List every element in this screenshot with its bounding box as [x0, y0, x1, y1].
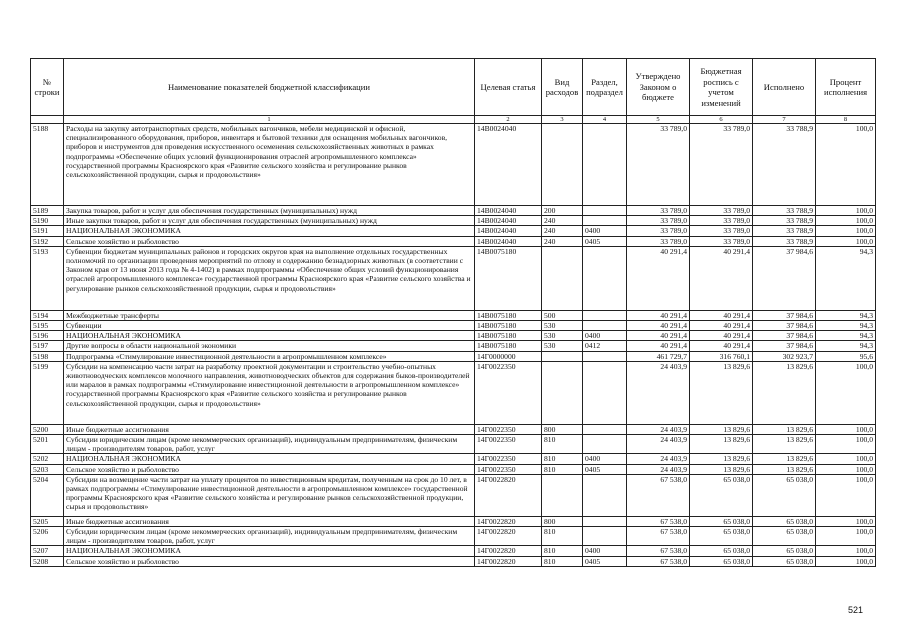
- schedule-amount: 13 829,6: [690, 454, 753, 464]
- column-number: 4: [583, 116, 627, 124]
- approved-amount: 67 538,0: [627, 474, 690, 516]
- expense-kind: 810: [542, 454, 583, 464]
- indicator-name: Иные бюджетные ассигнования: [64, 516, 475, 526]
- executed-amount: 65 038,0: [753, 516, 816, 526]
- indicator-name: Иные бюджетные ассигнования: [64, 424, 475, 434]
- target-article: 14В0075180: [475, 331, 542, 341]
- target-article: 14Г0022350: [475, 424, 542, 434]
- executed-amount: 37 984,6: [753, 310, 816, 320]
- executed-amount: 65 038,0: [753, 556, 816, 566]
- approved-amount: 24 403,9: [627, 361, 690, 424]
- executed-amount: 65 038,0: [753, 474, 816, 516]
- execution-percent: 100,0: [816, 236, 876, 246]
- table-row: [31, 124, 876, 206]
- target-article: 14Г0022350: [475, 435, 542, 454]
- execution-percent: 100,0: [816, 454, 876, 464]
- executed-amount: 13 829,6: [753, 424, 816, 434]
- execution-percent: 100,0: [816, 556, 876, 566]
- expense-kind: 240: [542, 226, 583, 236]
- executed-amount: 302 923,7: [753, 351, 816, 361]
- section-code: [583, 527, 627, 546]
- expense-kind: 530: [542, 321, 583, 331]
- execution-percent: 100,0: [816, 464, 876, 474]
- row-number: 5189: [31, 206, 64, 216]
- approved-amount: 24 403,9: [627, 424, 690, 434]
- approved-amount: 33 789,0: [627, 216, 690, 226]
- schedule-amount: 33 789,0: [690, 216, 753, 226]
- row-number: 5207: [31, 546, 64, 556]
- approved-amount: 40 291,4: [627, 331, 690, 341]
- target-article: 14Г0022350: [475, 464, 542, 474]
- section-code: 0405: [583, 236, 627, 246]
- target-article: 14В0075180: [475, 341, 542, 351]
- table-row: [31, 331, 876, 341]
- table-row: [31, 546, 876, 556]
- expense-kind: 240: [542, 216, 583, 226]
- section-code: 0405: [583, 556, 627, 566]
- indicator-name: Субвенции: [64, 321, 475, 331]
- header-kind: Вид расходов: [542, 59, 583, 116]
- target-article: 14В0024040: [475, 226, 542, 236]
- indicator-name: Сельское хозяйство и рыболовство: [64, 236, 475, 246]
- row-number: 5205: [31, 516, 64, 526]
- executed-amount: 33 788,9: [753, 216, 816, 226]
- schedule-amount: 65 038,0: [690, 474, 753, 516]
- section-code: 0400: [583, 546, 627, 556]
- section-code: [583, 321, 627, 331]
- approved-amount: 461 729,7: [627, 351, 690, 361]
- page-number: 521: [848, 605, 864, 615]
- expense-kind: 810: [542, 435, 583, 454]
- table-row: [31, 236, 876, 246]
- column-number: 3: [542, 116, 583, 124]
- column-number: [31, 116, 64, 124]
- schedule-amount: 65 038,0: [690, 516, 753, 526]
- row-number: 5194: [31, 310, 64, 320]
- execution-percent: 94,3: [816, 341, 876, 351]
- section-code: [583, 310, 627, 320]
- row-number: 5203: [31, 464, 64, 474]
- header-percent: Процент исполнения: [816, 59, 876, 116]
- expense-kind: 800: [542, 516, 583, 526]
- table-row: [31, 361, 876, 424]
- execution-percent: 100,0: [816, 527, 876, 546]
- indicator-name: Субсидии на возмещение части затрат на уплату процентов по инвестиционным кредитам, полученным на срок до 10 лет, в рамках подпрограммы «Стимулирование инвестиционной деятельности в агропромышленном комплексе» государственной программы Красноярского края «Развитие сельского хозяйства и регулирование рынков сельскохозяйственной продукции, сырья и продовольствия»: [64, 474, 475, 516]
- row-number: 5206: [31, 527, 64, 546]
- section-code: 0400: [583, 454, 627, 464]
- indicator-name: Закупка товаров, работ и услуг для обеспечения государственных (муниципальных) нужд: [64, 206, 475, 216]
- section-code: [583, 246, 627, 310]
- executed-amount: 37 984,6: [753, 246, 816, 310]
- expense-kind: 810: [542, 556, 583, 566]
- target-article: 14Г0022350: [475, 361, 542, 424]
- expense-kind: 200: [542, 206, 583, 216]
- row-number: 5188: [31, 124, 64, 206]
- schedule-amount: 13 829,6: [690, 424, 753, 434]
- row-number: 5193: [31, 246, 64, 310]
- expense-kind: 530: [542, 331, 583, 341]
- executed-amount: 13 829,6: [753, 464, 816, 474]
- row-number: 5197: [31, 341, 64, 351]
- expense-kind: [542, 361, 583, 424]
- indicator-name: НАЦИОНАЛЬНАЯ ЭКОНОМИКА: [64, 226, 475, 236]
- table-row: [31, 246, 876, 310]
- section-code: [583, 474, 627, 516]
- expense-kind: 500: [542, 310, 583, 320]
- table-row: [31, 556, 876, 566]
- header-row-no: № строки: [31, 59, 64, 116]
- approved-amount: 67 538,0: [627, 546, 690, 556]
- indicator-name: Другие вопросы в области национальной экономики: [64, 341, 475, 351]
- row-number: 5199: [31, 361, 64, 424]
- indicator-name: Межбюджетные трансферты: [64, 310, 475, 320]
- approved-amount: 33 789,0: [627, 206, 690, 216]
- target-article: 14В0075180: [475, 321, 542, 331]
- schedule-amount: 65 038,0: [690, 527, 753, 546]
- row-number: 5195: [31, 321, 64, 331]
- approved-amount: 24 403,9: [627, 454, 690, 464]
- row-number: 5200: [31, 424, 64, 434]
- section-code: [583, 361, 627, 424]
- target-article: 14В0024040: [475, 216, 542, 226]
- target-article: 14Г0022820: [475, 556, 542, 566]
- expense-kind: 530: [542, 341, 583, 351]
- column-number: 8: [816, 116, 876, 124]
- approved-amount: 24 403,9: [627, 435, 690, 454]
- approved-amount: 67 538,0: [627, 516, 690, 526]
- executed-amount: 65 038,0: [753, 546, 816, 556]
- schedule-amount: 316 760,1: [690, 351, 753, 361]
- section-code: 0400: [583, 331, 627, 341]
- table-row: [31, 527, 876, 546]
- expense-kind: [542, 474, 583, 516]
- indicator-name: НАЦИОНАЛЬНАЯ ЭКОНОМИКА: [64, 454, 475, 464]
- execution-percent: 100,0: [816, 216, 876, 226]
- row-number: 5202: [31, 454, 64, 464]
- execution-percent: 94,3: [816, 310, 876, 320]
- row-number: 5192: [31, 236, 64, 246]
- row-number: 5208: [31, 556, 64, 566]
- execution-percent: 94,3: [816, 246, 876, 310]
- row-number: 5191: [31, 226, 64, 236]
- target-article: 14Г0000000: [475, 351, 542, 361]
- schedule-amount: 13 829,6: [690, 464, 753, 474]
- column-number: 5: [627, 116, 690, 124]
- approved-amount: 67 538,0: [627, 556, 690, 566]
- row-number: 5196: [31, 331, 64, 341]
- target-article: 14Г0022820: [475, 527, 542, 546]
- schedule-amount: 65 038,0: [690, 546, 753, 556]
- approved-amount: 33 789,0: [627, 236, 690, 246]
- table-row: [31, 464, 876, 474]
- section-code: [583, 516, 627, 526]
- indicator-name: НАЦИОНАЛЬНАЯ ЭКОНОМИКА: [64, 331, 475, 341]
- row-number: 5204: [31, 474, 64, 516]
- table-row: [31, 216, 876, 226]
- approved-amount: 33 789,0: [627, 226, 690, 236]
- schedule-amount: 13 829,6: [690, 361, 753, 424]
- target-article: 14Г0022350: [475, 454, 542, 464]
- section-code: [583, 435, 627, 454]
- indicator-name: Сельское хозяйство и рыболовство: [64, 464, 475, 474]
- indicator-name: Иные закупки товаров, работ и услуг для обеспечения государственных (муниципальных) нужд: [64, 216, 475, 226]
- execution-percent: 100,0: [816, 226, 876, 236]
- indicator-name: Расходы на закупку автотранспортных средств, мобильных вагончиков, мебели медицинской и офисной, специализированного оборудования, приборов, инвентаря и бытовой техники для оснащения мобильных вагончиков, приборов и инструментов для проведения искусственного осеменения сельскохозяйственных животных в рамках подпрограммы «Обеспечение общих условий функционирования отраслей агропромышленного комплекса» государственной программы Красноярского края «Развитие сельского хозяйства и регулирование рынков сельскохозяйственной продукции, сырья и продовольствия»: [64, 124, 475, 206]
- section-code: 0400: [583, 226, 627, 236]
- execution-percent: 94,3: [816, 321, 876, 331]
- schedule-amount: 40 291,4: [690, 321, 753, 331]
- executed-amount: 33 788,9: [753, 226, 816, 236]
- approved-amount: 40 291,4: [627, 246, 690, 310]
- section-code: [583, 206, 627, 216]
- approved-amount: 24 403,9: [627, 464, 690, 474]
- target-article: 14Г0022820: [475, 474, 542, 516]
- budget-table: [30, 58, 876, 567]
- expense-kind: 810: [542, 527, 583, 546]
- section-code: [583, 424, 627, 434]
- execution-percent: 100,0: [816, 546, 876, 556]
- expense-kind: [542, 351, 583, 361]
- executed-amount: 65 038,0: [753, 527, 816, 546]
- executed-amount: 33 788,9: [753, 236, 816, 246]
- executed-amount: 33 788,9: [753, 206, 816, 216]
- indicator-name: Субвенции бюджетам муниципальных районов и городских округов края на выполнение отдельных государственных полномочий по организации проведения мероприятий по отлову и содержанию безнадзорных животных (в соответствии с Законом края от 13 июня 2013 года № 4-1402) в рамках подпрограммы «Обеспечение общих условий функционирования отраслей агропромышленного комплекса» государственной программы Красноярского края «Развитие сельского хозяйства и регулирование рынков сельскохозяйственной продукции, сырья и продовольствия»: [64, 246, 475, 310]
- execution-percent: 100,0: [816, 424, 876, 434]
- execution-percent: 100,0: [816, 474, 876, 516]
- schedule-amount: 65 038,0: [690, 556, 753, 566]
- expense-kind: 810: [542, 464, 583, 474]
- table-row: [31, 435, 876, 454]
- row-number: 5201: [31, 435, 64, 454]
- table-row: [31, 351, 876, 361]
- target-article: 14Г0022820: [475, 516, 542, 526]
- table-row: [31, 516, 876, 526]
- row-number: 5198: [31, 351, 64, 361]
- execution-percent: 100,0: [816, 206, 876, 216]
- header-name: Наименование показателей бюджетной классификации: [64, 59, 475, 116]
- budget-sheet: [30, 58, 875, 567]
- execution-percent: 95,6: [816, 351, 876, 361]
- expense-kind: [542, 246, 583, 310]
- header-executed: Исполнено: [753, 59, 816, 116]
- executed-amount: 37 984,6: [753, 331, 816, 341]
- table-body: [31, 124, 876, 567]
- table-row: [31, 454, 876, 464]
- header-schedule: Бюджетная роспись с учетом изменений: [690, 59, 753, 116]
- schedule-amount: 40 291,4: [690, 341, 753, 351]
- schedule-amount: 40 291,4: [690, 331, 753, 341]
- expense-kind: 800: [542, 424, 583, 434]
- target-article: 14В0024040: [475, 206, 542, 216]
- schedule-amount: 40 291,4: [690, 310, 753, 320]
- table-row: [31, 341, 876, 351]
- approved-amount: 67 538,0: [627, 527, 690, 546]
- target-article: 14Г0022820: [475, 546, 542, 556]
- approved-amount: 33 789,0: [627, 124, 690, 206]
- column-number: 6: [690, 116, 753, 124]
- approved-amount: 40 291,4: [627, 341, 690, 351]
- section-code: [583, 351, 627, 361]
- header-section: Раздел, подраздел: [583, 59, 627, 116]
- table-row: [31, 226, 876, 236]
- execution-percent: 94,3: [816, 331, 876, 341]
- approved-amount: 40 291,4: [627, 321, 690, 331]
- header-row: [31, 59, 876, 116]
- indicator-name: Субсидии юридическим лицам (кроме некоммерческих организаций), индивидуальным предпринимателям, физическим лицам - производителям товаров, работ, услуг: [64, 435, 475, 454]
- schedule-amount: 33 789,0: [690, 124, 753, 206]
- expense-kind: 240: [542, 236, 583, 246]
- execution-percent: 100,0: [816, 435, 876, 454]
- executed-amount: 37 984,6: [753, 341, 816, 351]
- table-row: [31, 424, 876, 434]
- row-number: 5190: [31, 216, 64, 226]
- column-number: 7: [753, 116, 816, 124]
- section-code: 0405: [583, 464, 627, 474]
- column-number-row: [31, 116, 876, 124]
- table-row: [31, 310, 876, 320]
- table-row: [31, 321, 876, 331]
- execution-percent: 100,0: [816, 516, 876, 526]
- schedule-amount: 13 829,6: [690, 435, 753, 454]
- table-row: [31, 206, 876, 216]
- schedule-amount: 40 291,4: [690, 246, 753, 310]
- indicator-name: НАЦИОНАЛЬНАЯ ЭКОНОМИКА: [64, 546, 475, 556]
- table-row: [31, 474, 876, 516]
- executed-amount: 37 984,6: [753, 321, 816, 331]
- schedule-amount: 33 789,0: [690, 206, 753, 216]
- target-article: 14В0075180: [475, 310, 542, 320]
- section-code: [583, 216, 627, 226]
- section-code: 0412: [583, 341, 627, 351]
- indicator-name: Подпрограмма «Стимулирование инвестиционной деятельности в агропромышленном комплексе»: [64, 351, 475, 361]
- indicator-name: Субсидии юридическим лицам (кроме некоммерческих организаций), индивидуальным предпринимателям, физическим лицам - производителям товаров, работ, услуг: [64, 527, 475, 546]
- executed-amount: 33 788,9: [753, 124, 816, 206]
- section-code: [583, 124, 627, 206]
- target-article: 14В0024040: [475, 124, 542, 206]
- indicator-name: Субсидии на компенсацию части затрат на разработку проектной документации и строительство учебно-опытных животноводческих комплексов молочного направления, животноводческих объектов для содержания быков-производителей или маралов в рамках подпрограммы «Стимулирование инвестиционной деятельности в агропромышленном комплексе» государственной программы Красноярского края «Развитие сельского хозяйства и регулирование рынков сельскохозяйственной продукции, сырья и продовольствия»: [64, 361, 475, 424]
- column-number: 2: [475, 116, 542, 124]
- indicator-name: Сельское хозяйство и рыболовство: [64, 556, 475, 566]
- expense-kind: [542, 124, 583, 206]
- execution-percent: 100,0: [816, 124, 876, 206]
- executed-amount: 13 829,6: [753, 454, 816, 464]
- header-approved: Утверждено Законом о бюджете: [627, 59, 690, 116]
- target-article: 14В0024040: [475, 236, 542, 246]
- column-number: 1: [64, 116, 475, 124]
- execution-percent: 100,0: [816, 361, 876, 424]
- executed-amount: 13 829,6: [753, 361, 816, 424]
- schedule-amount: 33 789,0: [690, 236, 753, 246]
- schedule-amount: 33 789,0: [690, 226, 753, 236]
- approved-amount: 40 291,4: [627, 310, 690, 320]
- target-article: 14В0075180: [475, 246, 542, 310]
- header-target: Целевая статья: [475, 59, 542, 116]
- executed-amount: 13 829,6: [753, 435, 816, 454]
- expense-kind: 810: [542, 546, 583, 556]
